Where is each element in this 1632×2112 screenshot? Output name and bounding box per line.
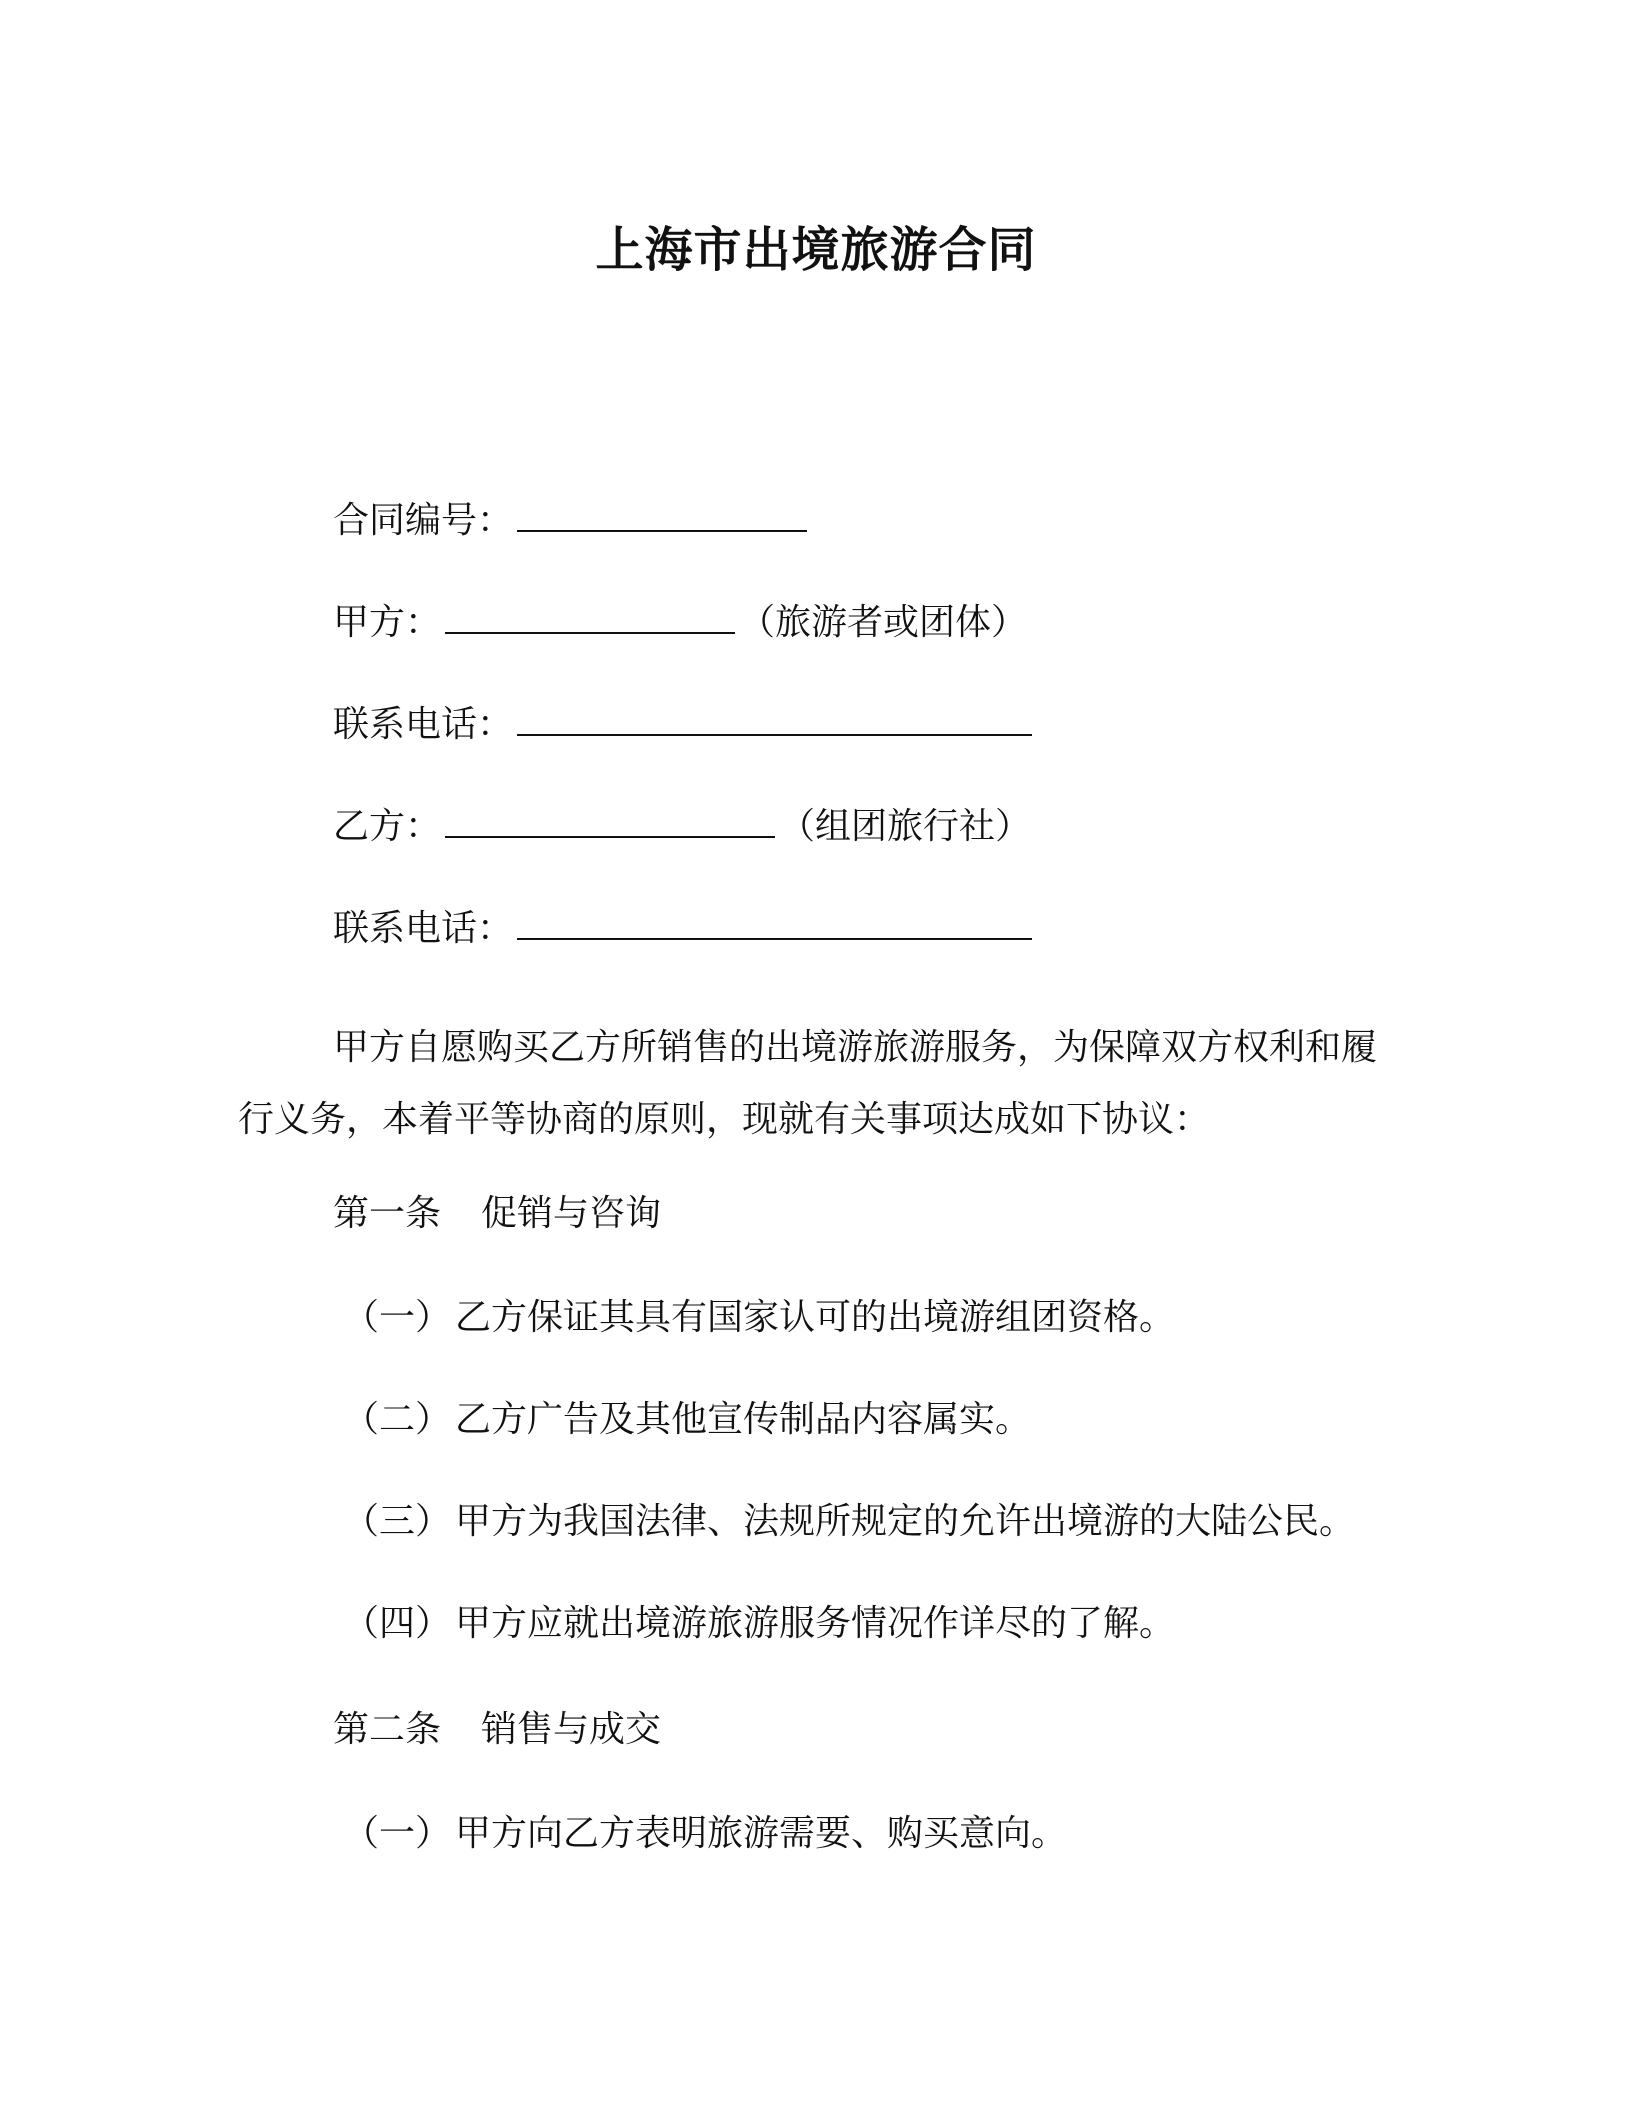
contract-number-label: 合同编号： <box>333 500 514 541</box>
article-2-number: 第二条 <box>333 1709 442 1750</box>
party-b-phone-label: 联系电话： <box>333 908 514 949</box>
party-a-note: （旅游者或团体） <box>739 602 1028 643</box>
contract-number-field <box>333 496 811 545</box>
article-1-title: 促销与咨询 <box>481 1193 662 1234</box>
party-a-label: 甲方： <box>333 602 442 643</box>
item-marker: （一） <box>343 1813 452 1854</box>
article-1-item-2 <box>343 1396 1031 1444</box>
item-text: 甲方为我国法律、法规所规定的允许出境游的大陆公民。 <box>455 1501 1356 1542</box>
party-a-blank[interactable] <box>445 598 735 634</box>
party-b-blank[interactable] <box>445 802 775 838</box>
article-2-heading <box>333 1706 661 1754</box>
party-a-phone-label: 联系电话： <box>333 704 514 745</box>
article-2-item-1 <box>343 1810 1067 1858</box>
contract-number-blank[interactable] <box>517 496 807 532</box>
item-marker: （二） <box>343 1399 452 1440</box>
item-marker: （三） <box>343 1501 452 1542</box>
item-marker: （一） <box>343 1297 452 1338</box>
article-2-title: 销售与成交 <box>481 1709 662 1750</box>
article-1-number: 第一条 <box>333 1193 442 1234</box>
intro-paragraph: 甲方自愿购买乙方所销售的出境游旅游服务，为保障双方权利和履行义务，本着平等协商的原则，现就有关事项达成如下协议： <box>238 1027 1378 1140</box>
item-text: 乙方保证其具有国家认可的出境游组团资格。 <box>455 1297 1176 1338</box>
party-b-label: 乙方： <box>333 806 442 847</box>
item-text: 甲方应就出境游旅游服务情况作详尽的了解。 <box>455 1603 1176 1644</box>
party-b-note: （组团旅行社） <box>779 806 1032 847</box>
party-b-phone-field <box>333 904 1036 953</box>
article-1-item-4 <box>343 1600 1175 1648</box>
item-text: 乙方广告及其他宣传制品内容属实。 <box>455 1399 1032 1440</box>
party-a-phone-field <box>333 700 1036 749</box>
party-a-phone-blank[interactable] <box>517 700 1032 736</box>
item-marker: （四） <box>343 1603 452 1644</box>
article-1-item-1 <box>343 1294 1175 1342</box>
article-1-heading <box>333 1190 661 1238</box>
party-b-phone-blank[interactable] <box>517 904 1032 940</box>
item-text: 甲方向乙方表明旅游需要、购买意向。 <box>455 1813 1068 1854</box>
article-1-item-3 <box>343 1498 1355 1546</box>
page-title: 上海市出境旅游合同 <box>595 222 1037 278</box>
party-a-field <box>333 598 1027 647</box>
party-b-field <box>333 802 1031 851</box>
